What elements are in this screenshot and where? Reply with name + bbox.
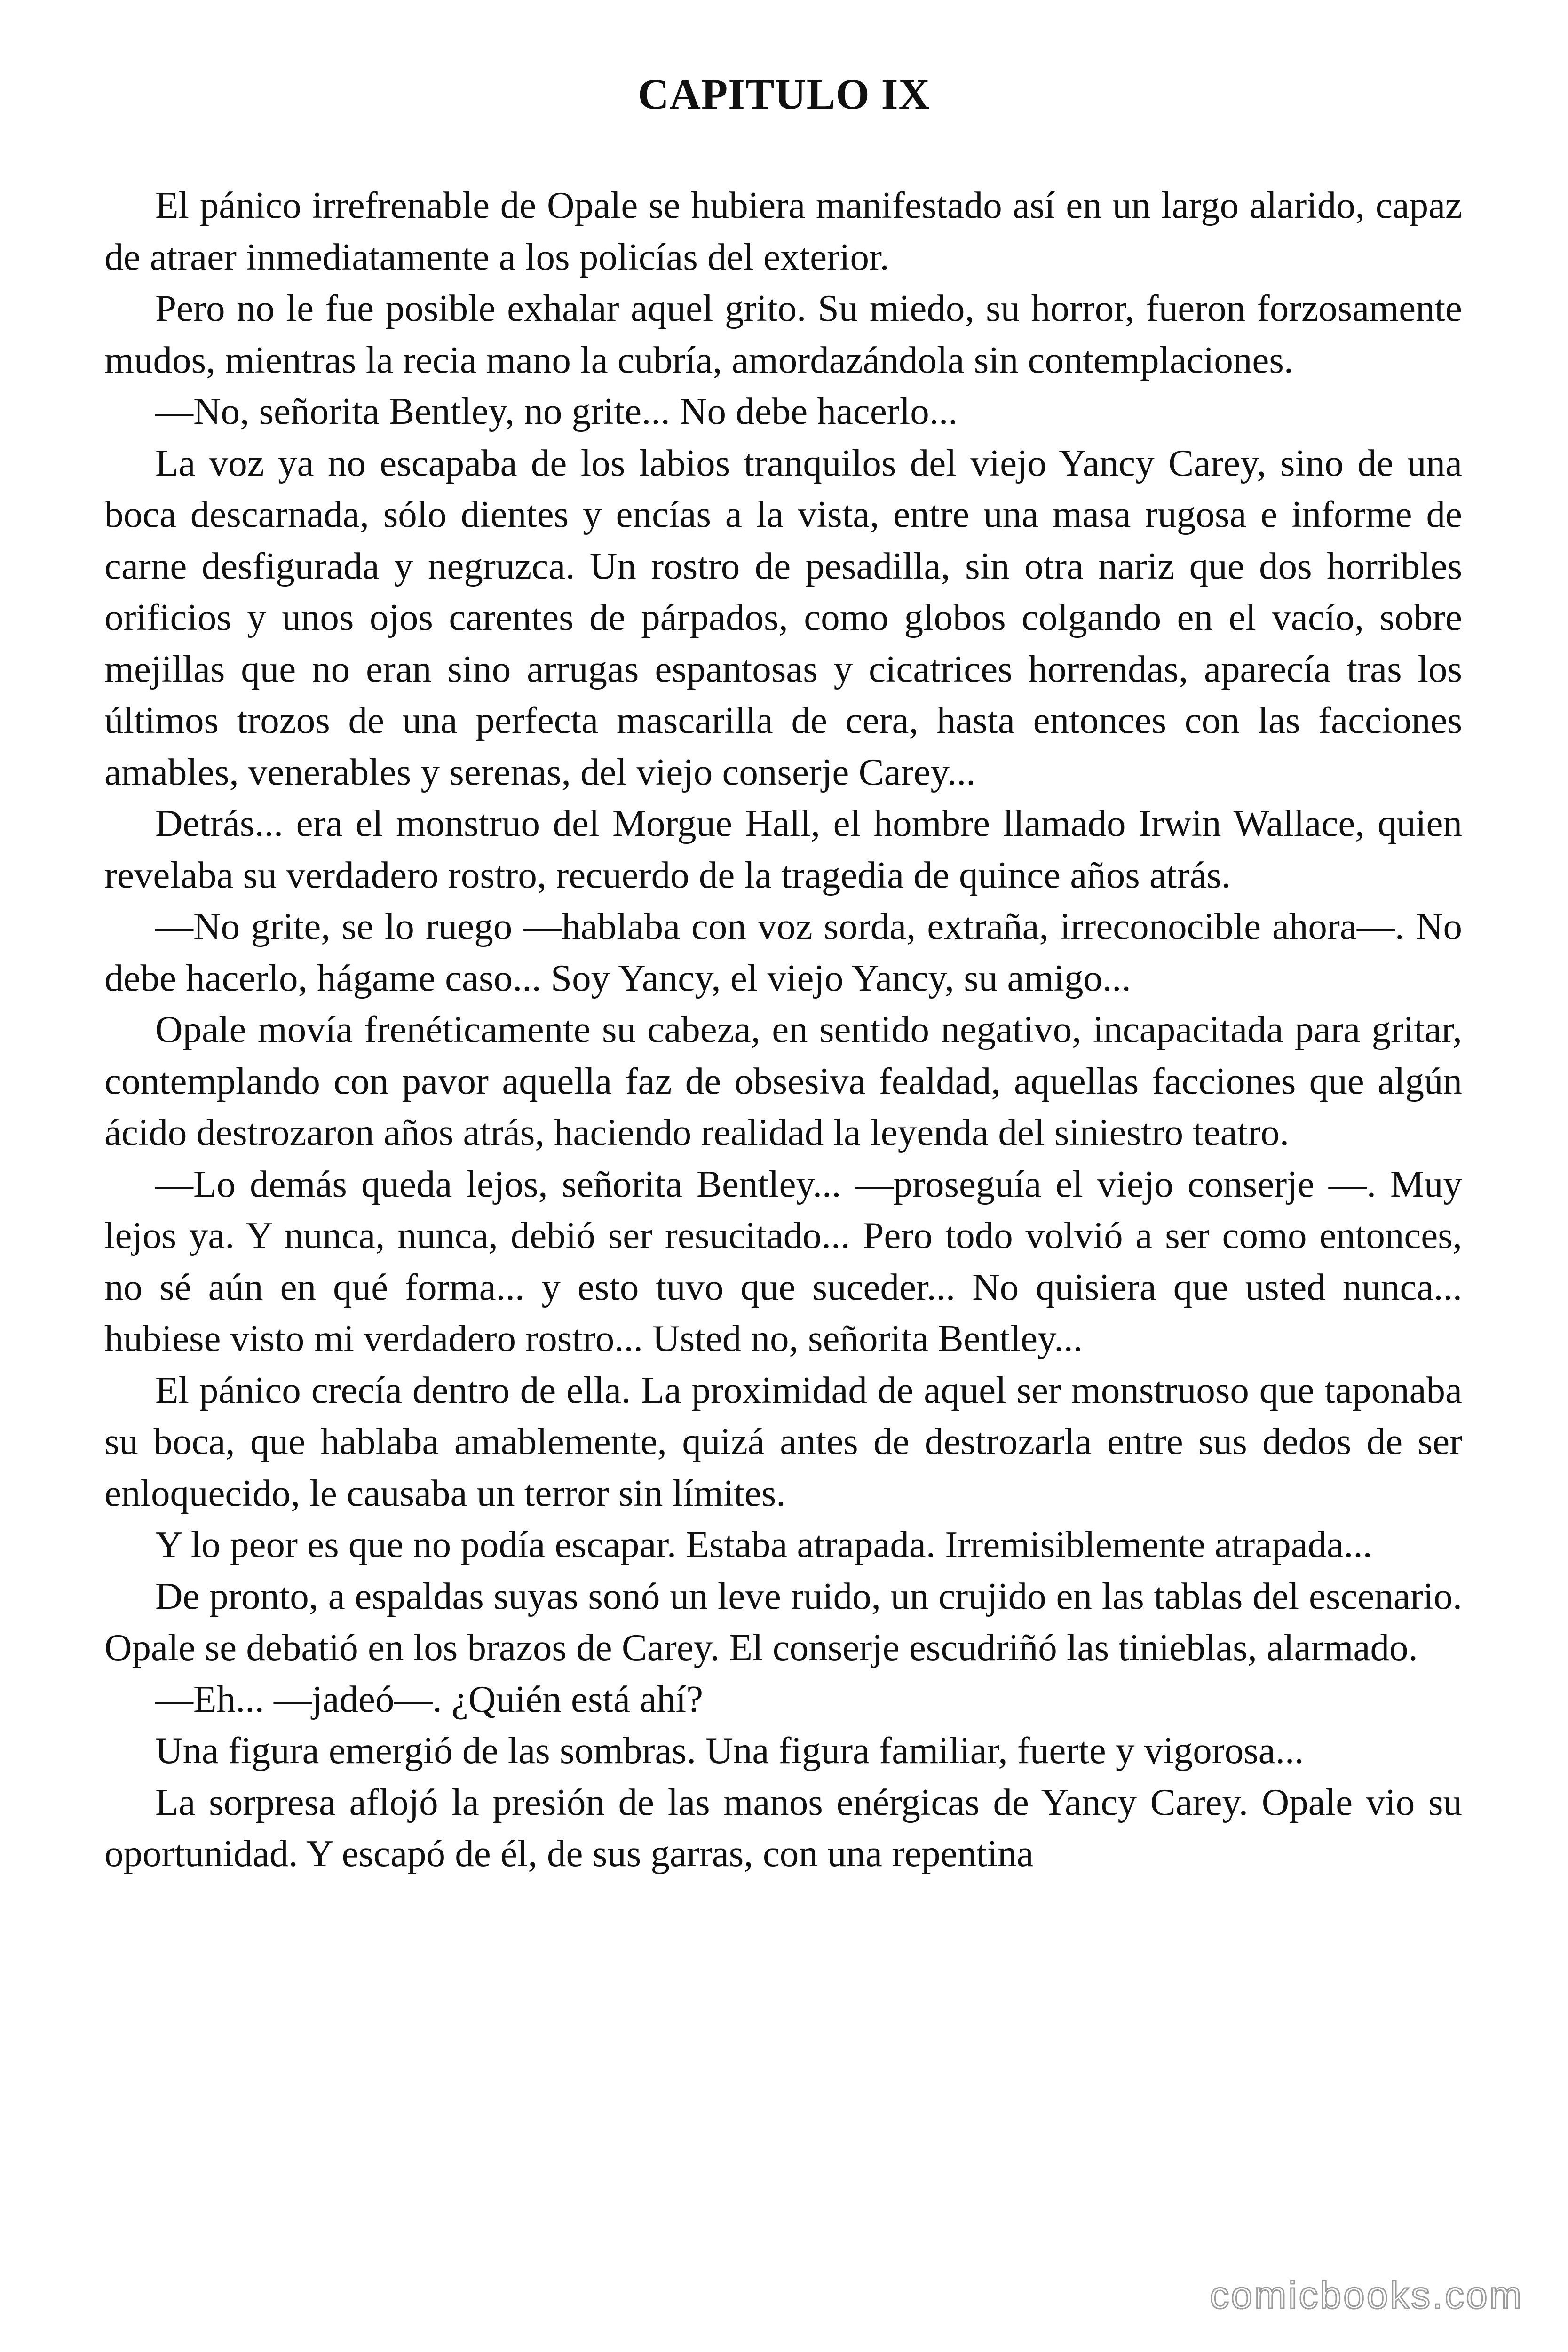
paragraph: El pánico irrefrenable de Opale se hubiera manifestado así en un largo alarido, capaz de atraer inmediatamente a los policías del exterior. [104,184,1462,278]
paragraph: El pánico crecía dentro de ella. La proximidad de aquel ser monstruoso que taponaba su boca, que hablaba amablemente, quizá antes de destrozarla entre sus dedos de ser enloquecido, le causaba un terror sin límites. [104,1368,1462,1514]
body-text [104,180,1462,1880]
paragraph: La sorpresa aflojó la presión de las manos enérgicas de Yancy Carey. Opale vio su oportunidad. Y escapó de él, de sus garras, con una repentina [104,1780,1462,1875]
paragraph: —Eh... —jadeó—. ¿Quién está ahí? [155,1677,704,1720]
paragraph: —Lo demás queda lejos, señorita Bentley... —proseguía el viejo conserje —. Muy lejos ya. Y nunca, nunca, debió ser resucitado... Pero todo volvió a ser como entonces, no sé aún en qué forma... y esto tuvo que suceder... No quisiera que usted nunca... hubiese visto mi verdadero rostro... Usted no, señorita Bentley... [104,1162,1462,1359]
paragraph: —No grite, se lo ruego —hablaba con voz sorda, extraña, irreconocible ahora—. No debe hacerlo, hágame caso... Soy Yancy, el viejo Yancy, su amigo... [104,905,1462,999]
paragraph: De pronto, a espaldas suyas sonó un leve ruido, un crujido en las tablas del escenario. Opale se debatió en los brazos de Carey. El conserje escudriñó las tinieblas, alarmado. [104,1574,1462,1669]
paragraph: —No, señorita Bentley, no grite... No debe hacerlo... [155,390,958,432]
chapter-title: CAPITULO IX [638,70,930,118]
paragraph: Pero no le fue posible exhalar aquel grito. Su miedo, su horror, fueron forzosamente mudos, mientras la recia mano la cubría, amordazándola sin contemplaciones. [104,287,1462,381]
paragraph: La voz ya no escapaba de los labios tranquilos del viejo Yancy Carey, sino de una boca descarnada, sólo dientes y encías a la vista, entre una masa rugosa e informe de carne desfigurada y negruzca. Un rostro de pesadilla, sin otra nariz que dos horribles orificios y unos ojos carentes de párpados, como globos colgando en el vacío, sobre mejillas que no eran sino arrugas espantosas y cicatrices horrendas, aparecía tras los últimos trozos de una perfecta mascarilla de cera, hasta entonces con las facciones amables, venerables y serenas, del viejo conserje Carey... [104,441,1462,793]
paragraph: Una figura emergió de las sombras. Una figura familiar, fuerte y vigorosa... [155,1729,1304,1772]
paragraph: Detrás... era el monstruo del Morgue Hall, el hombre llamado Irwin Wallace, quien revelaba su verdadero rostro, recuerdo de la tragedia de quince años atrás. [104,802,1462,896]
paragraph: Y lo peor es que no podía escapar. Estaba atrapada. Irremisiblemente atrapada... [155,1523,1372,1565]
watermark: comicbooks.com [1210,2274,1523,2317]
paragraph: Opale movía frenéticamente su cabeza, en sentido negativo, incapacitada para gritar, contemplando con pavor aquella faz de obsesiva fealdad, aquellas facciones que algún ácido destrozaron años atrás, haciendo realidad la leyenda del siniestro teatro. [104,1008,1462,1153]
